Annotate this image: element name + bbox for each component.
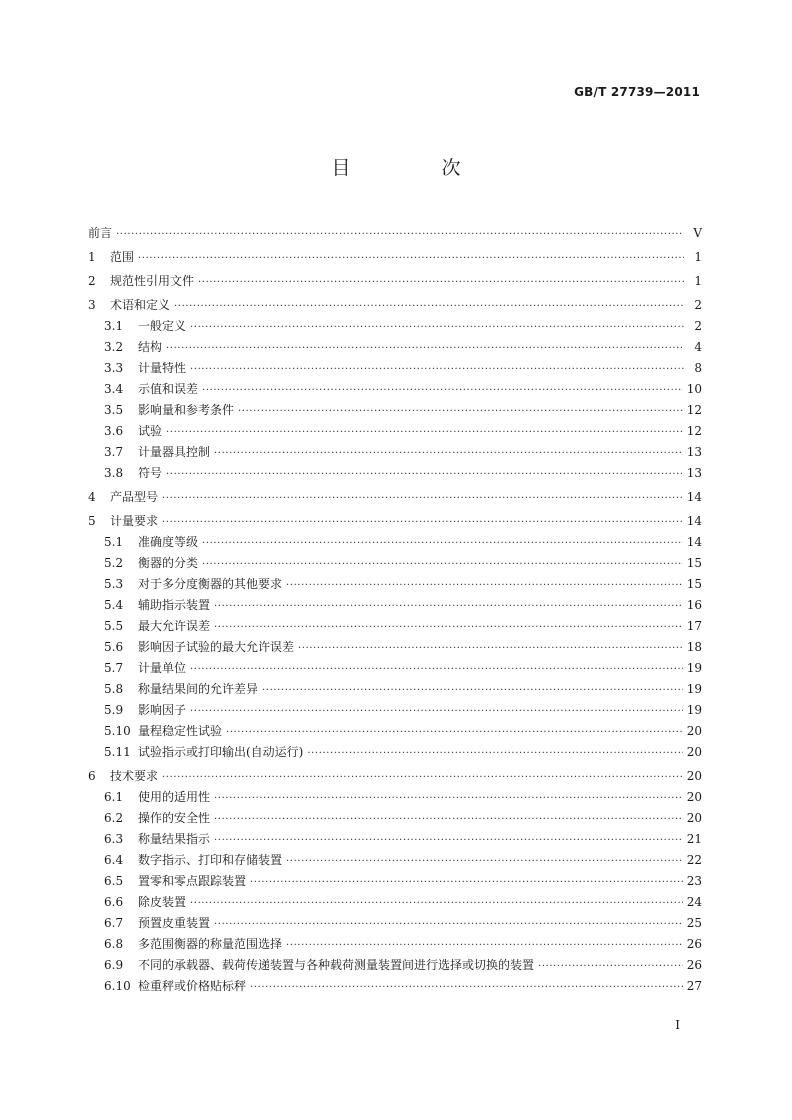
dot-leader — [286, 935, 683, 956]
toc-entry-number: 3.2 — [104, 340, 124, 354]
dot-leader — [162, 767, 683, 788]
footer-page-number: Ⅰ — [675, 1018, 680, 1032]
toc-entry-number: 6.8 — [104, 937, 124, 951]
dot-leader — [286, 575, 683, 596]
toc-entry-number: 6.6 — [104, 895, 124, 909]
toc-entry-label: 试验 — [138, 424, 163, 438]
dot-leader — [214, 809, 683, 830]
toc-entry-page: 14 — [686, 535, 702, 549]
toc-entry[interactable] — [88, 787, 702, 808]
standard-code: GB/T 27739—2011 — [574, 85, 700, 99]
toc-entry-number: 6.5 — [104, 874, 124, 888]
toc-entry-label: 前言 — [88, 226, 113, 240]
toc-entry-label: 称量结果间的允许差异 — [138, 682, 259, 696]
dot-leader — [202, 554, 683, 575]
dot-leader — [190, 893, 683, 914]
toc-entry-number: 6.7 — [104, 916, 124, 930]
toc-entry-number: 3.3 — [104, 361, 124, 375]
toc-entry-page: 12 — [686, 424, 702, 438]
toc-entry-number: 5.6 — [104, 640, 124, 654]
toc-entry-number: 6.4 — [104, 853, 124, 867]
toc-entry-label: 衡器的分类 — [138, 556, 199, 570]
toc-entry[interactable] — [88, 421, 702, 442]
toc-entry[interactable] — [88, 721, 702, 742]
toc-entry[interactable] — [88, 442, 702, 463]
table-of-contents — [88, 220, 702, 997]
dot-leader — [214, 443, 683, 464]
toc-entry-page: 19 — [686, 682, 702, 696]
toc-entry-page: 18 — [686, 640, 702, 654]
toc-entry[interactable] — [88, 766, 702, 787]
dot-leader — [214, 914, 683, 935]
dot-leader — [286, 851, 683, 872]
toc-entry-label: 技术要求 — [110, 769, 159, 783]
dot-leader — [116, 224, 684, 245]
toc-entry-page: 4 — [694, 340, 702, 354]
toc-entry-number: 5.5 — [104, 619, 124, 633]
toc-entry[interactable] — [88, 850, 702, 871]
toc-entry[interactable] — [88, 829, 702, 850]
toc-entry[interactable] — [88, 934, 702, 955]
toc-entry[interactable] — [88, 223, 702, 244]
dot-leader — [238, 401, 683, 422]
toc-entry-page: 14 — [686, 490, 702, 504]
toc-entry-number: 5.11 — [104, 745, 131, 759]
toc-entry-page: 20 — [686, 724, 702, 738]
toc-entry[interactable] — [88, 295, 702, 316]
toc-entry-page: Ⅴ — [693, 226, 702, 240]
toc-entry-page: 17 — [686, 619, 702, 633]
toc-entry-number: 3.5 — [104, 403, 124, 417]
toc-entry-label: 计量特性 — [138, 361, 187, 375]
toc-entry-number: 4 — [88, 490, 96, 504]
toc-entry-page: 20 — [686, 769, 702, 783]
dot-leader — [138, 248, 684, 269]
toc-entry[interactable] — [88, 247, 702, 268]
toc-entry-number: 6.3 — [104, 832, 124, 846]
toc-entry-label: 影响量和参考条件 — [138, 403, 235, 417]
toc-entry-label: 准确度等级 — [138, 535, 199, 549]
dot-leader — [214, 830, 683, 851]
toc-entry-number: 5.9 — [104, 703, 124, 717]
toc-entry[interactable] — [88, 532, 702, 553]
toc-entry-label: 使用的适用性 — [138, 790, 211, 804]
dot-leader — [162, 512, 683, 533]
toc-entry-page: 2 — [694, 319, 702, 333]
toc-entry[interactable] — [88, 553, 702, 574]
toc-entry-label: 量程稳定性试验 — [138, 724, 223, 738]
toc-entry-label: 检重秤或价格贴标秤 — [138, 979, 247, 993]
toc-entry[interactable] — [88, 316, 702, 337]
toc-entry-page: 21 — [686, 832, 702, 846]
toc-entry-number: 6 — [88, 769, 96, 783]
dot-leader — [202, 380, 683, 401]
toc-entry-number: 5.8 — [104, 682, 124, 696]
toc-entry-page: 16 — [686, 598, 702, 612]
toc-entry[interactable] — [88, 637, 702, 658]
dot-leader — [250, 872, 683, 893]
toc-entry[interactable] — [88, 808, 702, 829]
toc-entry[interactable] — [88, 742, 702, 763]
toc-entry-page: 1 — [694, 250, 702, 264]
toc-entry-number: 5.3 — [104, 577, 124, 591]
toc-entry-label: 示值和误差 — [138, 382, 199, 396]
dot-leader — [190, 317, 684, 338]
toc-entry-page: 26 — [686, 958, 702, 972]
toc-entry[interactable] — [88, 463, 702, 484]
toc-entry-number: 3 — [88, 298, 96, 312]
toc-entry[interactable] — [88, 487, 702, 508]
toc-entry-number: 6.10 — [104, 979, 131, 993]
toc-entry-label: 符号 — [138, 466, 163, 480]
dot-leader — [190, 659, 683, 680]
toc-entry[interactable] — [88, 379, 702, 400]
toc-entry-page: 27 — [686, 979, 702, 993]
toc-entry[interactable] — [88, 700, 702, 721]
toc-entry-label: 不同的承载器、载荷传递装置与各种载荷测量装置间进行选择或切换的装置 — [138, 958, 535, 972]
toc-entry-number: 5.7 — [104, 661, 124, 675]
toc-entry-number: 5.4 — [104, 598, 124, 612]
dot-leader — [226, 722, 683, 743]
dot-leader — [298, 638, 683, 659]
toc-entry-page: 25 — [686, 916, 702, 930]
dot-leader — [166, 422, 683, 443]
dot-leader — [166, 338, 684, 359]
toc-entry-label: 术语和定义 — [110, 298, 171, 312]
dot-leader — [166, 464, 683, 485]
toc-entry-label: 计量要求 — [110, 514, 159, 528]
toc-entry[interactable] — [88, 271, 702, 292]
toc-entry[interactable] — [88, 679, 702, 700]
toc-entry[interactable] — [88, 574, 702, 595]
toc-entry-number: 6.1 — [104, 790, 124, 804]
dot-leader — [162, 488, 683, 509]
toc-entry-page: 8 — [694, 361, 702, 375]
toc-entry-page: 20 — [686, 811, 702, 825]
toc-entry-label: 计量器具控制 — [138, 445, 211, 459]
page-title: 目 次 — [331, 157, 497, 179]
toc-entry-label: 产品型号 — [110, 490, 159, 504]
toc-entry-page: 13 — [686, 445, 702, 459]
toc-entry-label: 操作的安全性 — [138, 811, 211, 825]
toc-entry-page: 22 — [686, 853, 702, 867]
dot-leader — [202, 533, 683, 554]
toc-entry-label: 除皮装置 — [138, 895, 187, 909]
dot-leader — [174, 296, 684, 317]
dot-leader — [214, 788, 683, 809]
toc-entry-page: 14 — [686, 514, 702, 528]
toc-entry[interactable] — [88, 400, 702, 421]
toc-entry[interactable] — [88, 595, 702, 616]
toc-entry[interactable] — [88, 871, 702, 892]
toc-entry[interactable] — [88, 358, 702, 379]
toc-entry-page: 15 — [686, 556, 702, 570]
toc-entry-label: 一般定义 — [138, 319, 187, 333]
toc-entry[interactable] — [88, 955, 702, 976]
toc-entry-label: 数字指示、打印和存储装置 — [138, 853, 283, 867]
toc-entry-number: 5 — [88, 514, 96, 528]
toc-entry-label: 置零和零点跟踪装置 — [138, 874, 247, 888]
toc-entry-number: 3.6 — [104, 424, 124, 438]
toc-entry-label: 规范性引用文件 — [110, 274, 195, 288]
toc-entry-page: 10 — [686, 382, 702, 396]
toc-entry-page: 26 — [686, 937, 702, 951]
dot-leader — [250, 977, 683, 998]
toc-entry-page: 23 — [686, 874, 702, 888]
toc-entry-label: 预置皮重装置 — [138, 916, 211, 930]
toc-entry-page: 19 — [686, 703, 702, 717]
toc-entry-number: 6.2 — [104, 811, 124, 825]
toc-entry-page: 13 — [686, 466, 702, 480]
toc-entry-number: 5.10 — [104, 724, 131, 738]
toc-entry[interactable] — [88, 511, 702, 532]
toc-entry-number: 1 — [88, 250, 96, 264]
toc-entry-page: 20 — [686, 745, 702, 759]
toc-entry-label: 称量结果指示 — [138, 832, 211, 846]
toc-entry-number: 6.9 — [104, 958, 124, 972]
toc-entry-number: 3.4 — [104, 382, 124, 396]
dot-leader — [190, 359, 684, 380]
toc-entry-number: 3.8 — [104, 466, 124, 480]
toc-entry-label: 结构 — [138, 340, 163, 354]
toc-entry-label: 多范围衡器的称量范围选择 — [138, 937, 283, 951]
toc-entry-page: 2 — [694, 298, 702, 312]
toc-entry-number: 2 — [88, 274, 96, 288]
toc-entry-label: 影响因子 — [138, 703, 187, 717]
toc-entry-label: 最大允许误差 — [138, 619, 211, 633]
dot-leader — [262, 680, 683, 701]
dot-leader — [214, 596, 683, 617]
toc-entry-label: 影响因子试验的最大允许误差 — [138, 640, 295, 654]
toc-entry-page: 12 — [686, 403, 702, 417]
toc-entry-page: 20 — [686, 790, 702, 804]
dot-leader — [214, 617, 683, 638]
toc-entry-page: 15 — [686, 577, 702, 591]
dot-leader — [307, 743, 682, 764]
toc-entry[interactable] — [88, 892, 702, 913]
toc-entry-page: 1 — [694, 274, 702, 288]
toc-entry-number: 5.1 — [104, 535, 124, 549]
toc-entry-label: 试验指示或打印输出(自动运行) — [138, 745, 304, 759]
toc-entry-page: 24 — [686, 895, 702, 909]
dot-leader — [538, 956, 683, 977]
toc-entry-label: 辅助指示装置 — [138, 598, 211, 612]
dot-leader — [190, 701, 683, 722]
toc-entry-number: 3.1 — [104, 319, 124, 333]
toc-entry-label: 对于多分度衡器的其他要求 — [138, 577, 283, 591]
dot-leader — [198, 272, 684, 293]
toc-entry[interactable] — [88, 658, 702, 679]
toc-entry-number: 3.7 — [104, 445, 124, 459]
toc-entry[interactable] — [88, 616, 702, 637]
toc-entry[interactable] — [88, 337, 702, 358]
toc-entry[interactable] — [88, 913, 702, 934]
toc-entry-page: 19 — [686, 661, 702, 675]
toc-entry-label: 计量单位 — [138, 661, 187, 675]
toc-entry-label: 范围 — [110, 250, 135, 264]
toc-entry[interactable] — [88, 976, 702, 997]
toc-entry-number: 5.2 — [104, 556, 124, 570]
